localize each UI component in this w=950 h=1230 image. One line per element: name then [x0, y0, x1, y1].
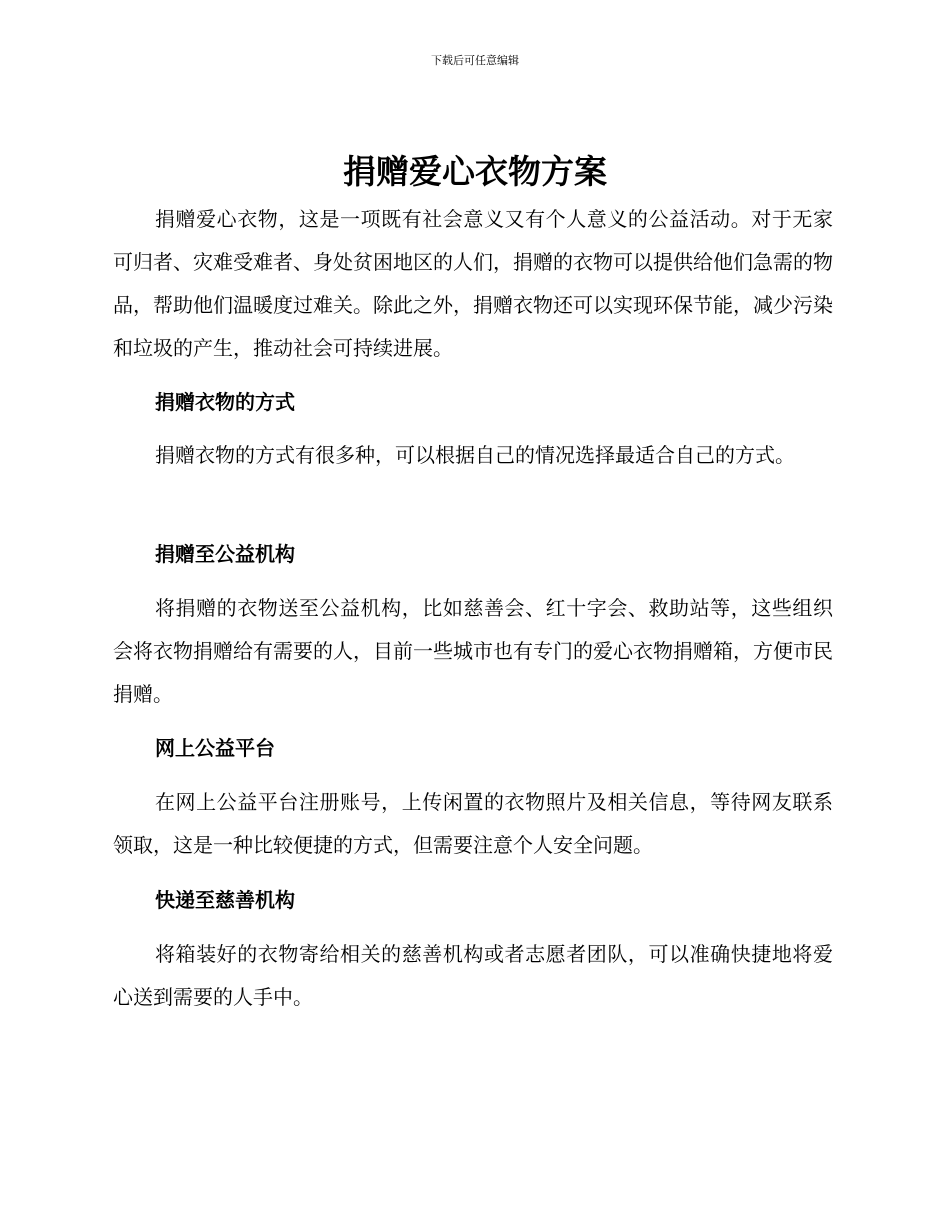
- intro-paragraph: 捐赠爱心衣物，这是一项既有社会意义又有个人意义的公益活动。对于无家可归者、灾难受难者、身处贫困地区的人们，捐赠的衣物可以提供给他们急需的物品，帮助他们温暖度过难关。除此之外，捐赠衣物还可以实现环保节能，减少污染和垃圾的产生，推动社会可持续进展。: [113, 207, 833, 360]
- section-paragraph-donation-methods: 捐赠衣物的方式有很多种，可以根据自己的情况选择最适合自己的方式。: [155, 443, 795, 467]
- section-heading-charity-organizations: 捐赠至公益机构: [155, 542, 295, 566]
- section-paragraph-online-platform: 在网上公益平台注册账号，上传闲置的衣物照片及相关信息，等待网友联系领取，这是一种比较便捷的方式，但需要注意个人安全问题。: [113, 790, 833, 857]
- document-title: 捐赠爱心衣物方案: [343, 152, 607, 191]
- section-paragraph-express-delivery: 将箱装好的衣物寄给相关的慈善机构或者志愿者团队，可以准确快捷地将爱心送到需要的人手中。: [113, 942, 833, 1009]
- section-heading-donation-methods: 捐赠衣物的方式: [155, 390, 295, 414]
- section-heading-online-platform: 网上公益平台: [155, 736, 275, 760]
- page-header-note: 下载后可任意编辑: [431, 54, 519, 67]
- section-paragraph-charity-organizations: 将捐赠的衣物送至公益机构，比如慈善会、红十字会、救助站等，这些组织会将衣物捐赠给有需要的人，目前一些城市也有专门的爱心衣物捐赠箱，方便市民捐赠。: [113, 596, 833, 706]
- section-heading-express-delivery: 快递至慈善机构: [155, 888, 295, 912]
